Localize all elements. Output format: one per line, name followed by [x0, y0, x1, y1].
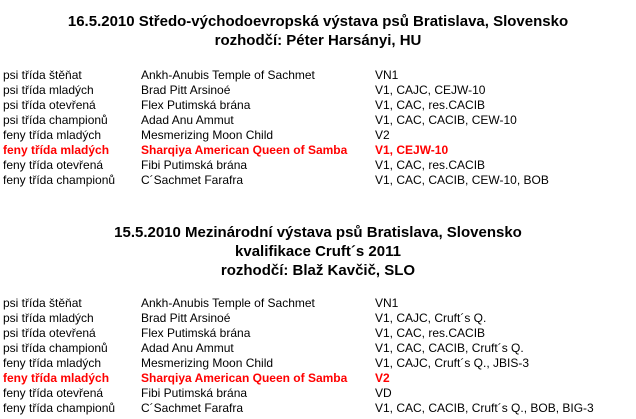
result-cell: V1, CAC, CACIB, Cruft´s Q., BOB, BIG-3	[375, 401, 594, 415]
result-cell: VD	[375, 386, 392, 400]
highlighted-result-row	[0, 371, 636, 386]
dog-cell: Sharqiya American Queen of Samba	[141, 371, 348, 385]
show-1-judge: rozhodčí: Péter Harsányi, HU	[214, 32, 422, 49]
class-cell: feny třída otevřená	[3, 386, 104, 400]
show-2-title: 15.5.2010 Mezinárodní výstava psů Bratislava, Slovensko	[114, 224, 522, 241]
dog-cell: Adad Anu Ammut	[141, 341, 234, 355]
show-2-judge: rozhodčí: Blaž Kavčič, SLO	[220, 262, 416, 279]
show-1-heading	[0, 12, 636, 50]
dog-cell: Fibi Putimská brána	[141, 386, 248, 400]
dog-cell: Flex Putimská brána	[141, 98, 251, 112]
result-row	[0, 128, 636, 143]
result-row	[0, 113, 636, 128]
dog-cell: Ankh-Anubis Temple of Sachmet	[141, 68, 315, 82]
result-row	[0, 401, 636, 416]
result-cell: V1, CAJC, Cruft´s Q.	[375, 311, 487, 325]
show-1-title: 16.5.2010 Středo-východoevropská výstava psů Bratislava, Slovensko	[67, 13, 569, 30]
class-cell: feny třída otevřená	[3, 158, 104, 172]
class-cell: feny třída mladých	[3, 128, 102, 142]
class-cell: feny třída mladých	[3, 356, 102, 370]
result-cell: VN1	[375, 68, 399, 82]
class-cell: psi třída championů	[3, 341, 108, 355]
result-row	[0, 68, 636, 83]
dog-cell: Brad Pitt Arsinoé	[141, 311, 231, 325]
show-2-subtitle: kvalifikace Cruft´s 2011	[235, 243, 401, 260]
result-cell: V1, CAC, CACIB, CEW-10, BOB	[375, 173, 549, 187]
result-row	[0, 386, 636, 401]
class-cell: psi třída mladých	[3, 311, 94, 325]
class-cell: feny třída mladých	[3, 143, 110, 157]
class-cell: psi třída štěňat	[3, 68, 82, 82]
result-cell: V1, CAJC, CEJW-10	[375, 83, 486, 97]
class-cell: psi třída štěňat	[3, 296, 82, 310]
result-cell: V1, CAC, res.CACIB	[375, 158, 486, 172]
dog-cell: C´Sachmet Farafra	[141, 401, 244, 415]
result-row	[0, 98, 636, 113]
show-1-results	[0, 68, 636, 188]
class-cell: feny třída championů	[3, 173, 116, 187]
dog-cell: Mesmerizing Moon Child	[141, 128, 274, 142]
dog-cell: Mesmerizing Moon Child	[141, 356, 274, 370]
result-row	[0, 311, 636, 326]
result-cell: V2	[375, 371, 390, 385]
result-row	[0, 341, 636, 356]
dog-cell: Adad Anu Ammut	[141, 113, 234, 127]
dog-cell: C´Sachmet Farafra	[141, 173, 244, 187]
result-cell: V1, CAC, CACIB, CEW-10	[375, 113, 517, 127]
result-row	[0, 83, 636, 98]
result-row	[0, 296, 636, 311]
result-cell: V1, CAJC, Cruft´s Q., JBIS-3	[375, 356, 530, 370]
class-cell: psi třída mladých	[3, 83, 94, 97]
class-cell: feny třída mladých	[3, 371, 110, 385]
class-cell: psi třída otevřená	[3, 98, 96, 112]
show-2-results	[0, 296, 636, 416]
result-cell: V1, CEJW-10	[375, 143, 449, 157]
class-cell: psi třída otevřená	[3, 326, 96, 340]
dog-cell: Ankh-Anubis Temple of Sachmet	[141, 296, 315, 310]
class-cell: feny třída championů	[3, 401, 116, 415]
result-cell: VN1	[375, 296, 399, 310]
result-row	[0, 326, 636, 341]
class-cell: psi třída championů	[3, 113, 108, 127]
result-cell: V2	[375, 128, 390, 142]
dog-cell: Fibi Putimská brána	[141, 158, 248, 172]
result-row	[0, 173, 636, 188]
show-2-heading	[0, 223, 636, 280]
result-cell: V1, CAC, res.CACIB	[375, 326, 486, 340]
dog-cell: Sharqiya American Queen of Samba	[141, 143, 348, 157]
result-row	[0, 356, 636, 371]
dog-cell: Brad Pitt Arsinoé	[141, 83, 231, 97]
highlighted-result-row	[0, 143, 636, 158]
result-row	[0, 158, 636, 173]
result-cell: V1, CAC, res.CACIB	[375, 98, 486, 112]
dog-cell: Flex Putimská brána	[141, 326, 251, 340]
result-cell: V1, CAC, CACIB, Cruft´s Q.	[375, 341, 524, 355]
